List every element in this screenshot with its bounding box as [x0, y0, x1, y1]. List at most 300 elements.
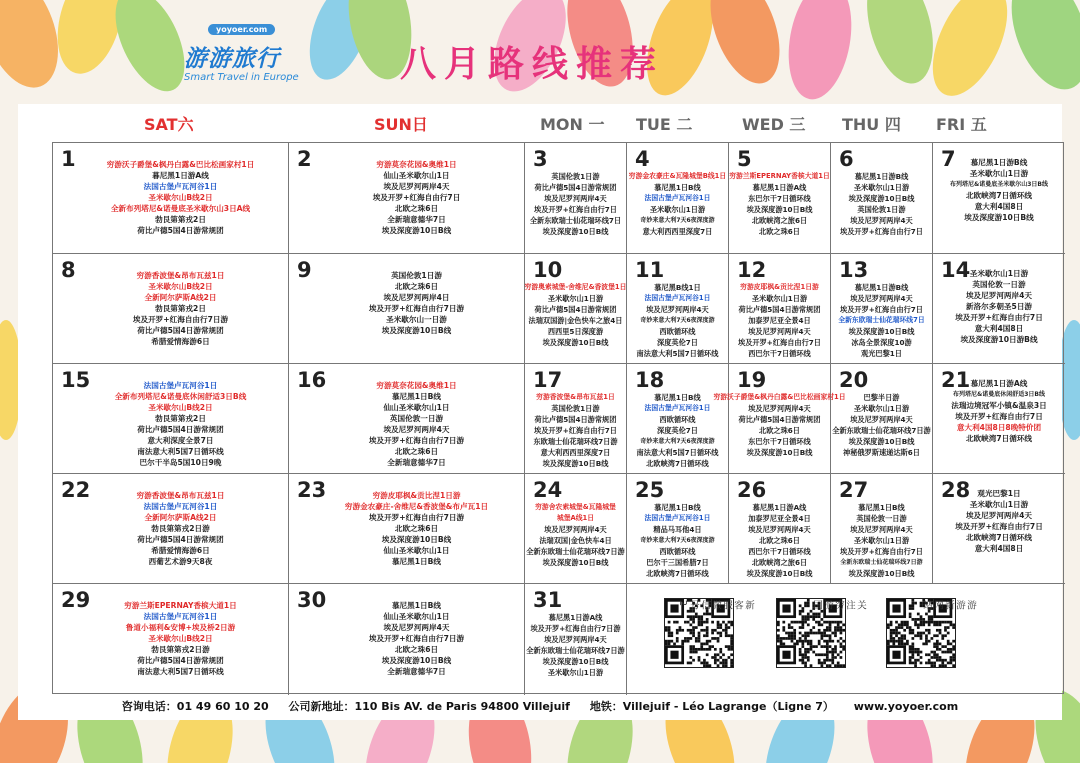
route-item[interactable]: 巴尔干半岛5国10日9晚: [139, 458, 222, 467]
route-item[interactable]: 意大利深度全景7日: [147, 436, 214, 445]
route-item[interactable]: 埃及深度游10日B线: [746, 205, 813, 214]
day-number: 19: [737, 368, 767, 392]
day-number: 20: [839, 368, 869, 392]
route-list: [933, 268, 1065, 345]
footer-metro: 地铁：Villejuif - Léo Lagrange（Ligne 7）: [589, 700, 834, 713]
route-item[interactable]: 埃及开罗+红海自由行7日: [840, 547, 923, 556]
route-item[interactable]: 圣米歇尔山B线2日: [148, 193, 213, 202]
weekday-label: THU 四: [842, 115, 901, 134]
route-item[interactable]: 北欧之珠6日: [394, 204, 439, 213]
day-cell[interactable]: [525, 364, 627, 474]
route-item[interactable]: 慕尼黑1日B线: [654, 183, 701, 192]
route-item[interactable]: 北欧之珠6日: [759, 227, 800, 236]
day-number: 9: [297, 258, 312, 282]
route-item[interactable]: 圣米歇尔山一日游: [386, 315, 447, 324]
qr-caption: 游游新网站: [921, 600, 976, 610]
route-item[interactable]: 埃及深度游10日B线: [848, 327, 915, 336]
page-title: 八月路线推荐: [400, 43, 665, 85]
route-item[interactable]: 埃及深度游10日B线: [542, 459, 609, 468]
day-number: 15: [61, 368, 91, 392]
day-number: 17: [533, 368, 563, 392]
route-item[interactable]: 埃及尼罗河两岸4天: [850, 294, 913, 303]
route-item[interactable]: 穷游金农豪庄-舍维尼&香波堡&布卢瓦1日: [344, 502, 489, 511]
route-item[interactable]: 埃及深度游10日B线: [746, 448, 813, 457]
route-item[interactable]: 仙山圣米歇尔山1日: [383, 612, 450, 621]
day-number: 8: [61, 258, 76, 282]
day-cell[interactable]: [289, 584, 525, 695]
day-number: 11: [635, 258, 665, 282]
route-item[interactable]: 西欧循环线: [659, 547, 696, 556]
route-item[interactable]: 全新阿尔萨斯A线2日: [144, 293, 217, 302]
route-item[interactable]: 北欧之珠6日: [394, 447, 439, 456]
route-item[interactable]: 南法意大利5国7日循环线: [636, 349, 719, 358]
route-item[interactable]: 穷游兰斯EPERNAY香槟大道1日: [124, 601, 237, 610]
day-number: 10: [533, 258, 563, 282]
route-list: [309, 270, 524, 336]
route-item[interactable]: 圣米歇尔山1日游: [547, 668, 604, 677]
route-item[interactable]: 埃及开罗+红海自由行7日: [840, 227, 923, 236]
route-item[interactable]: 法瑞边境冠军小镇&温泉3日: [951, 401, 1047, 410]
route-item[interactable]: 北欧峡湾7日循环线: [646, 569, 709, 578]
route-item[interactable]: 法国古堡卢瓦河谷1日: [143, 381, 218, 390]
route-item[interactable]: 勃艮第第戎2日游: [151, 524, 210, 533]
day-cell[interactable]: [729, 254, 831, 364]
route-list: [309, 380, 524, 468]
route-item[interactable]: 加泰罗尼亚全景4日: [748, 316, 811, 325]
day-cell[interactable]: [713, 364, 846, 474]
route-item[interactable]: 观光巴黎1日: [977, 489, 1021, 498]
route-item[interactable]: 南法意大利5国7日循环线: [636, 448, 719, 457]
route-item[interactable]: 埃及深度游10日B线: [542, 338, 609, 347]
route-item[interactable]: 穷游皮耶枫&贡比涅1日游: [740, 283, 819, 291]
route-item[interactable]: 埃及尼罗河两岸4天: [383, 425, 450, 434]
day-cell[interactable]: [627, 364, 729, 474]
route-item[interactable]: 希腊爱情海游6日: [151, 337, 210, 346]
route-item[interactable]: 埃及开罗+红海自由行7日游: [132, 315, 229, 324]
route-item[interactable]: 埃及深度游10日B线: [381, 226, 452, 235]
route-item[interactable]: 西巴尔干7日循环线: [748, 547, 811, 556]
weekday-header: [52, 112, 1064, 138]
route-item[interactable]: 慕尼黑B线1日: [654, 283, 701, 292]
route-item[interactable]: 埃及深度游10日B线: [542, 227, 609, 236]
route-item[interactable]: 埃及开罗+红海自由行7日: [534, 205, 617, 214]
route-item[interactable]: 奇妙来意大利7天6夜深度游: [640, 317, 715, 324]
route-item[interactable]: 全新布列塔尼&诺曼底休闲舒适3日B线: [114, 392, 247, 401]
route-item[interactable]: 埃及尼罗河两岸4天: [544, 194, 607, 203]
route-item[interactable]: 英国伦敦1日游: [551, 404, 600, 413]
day-cell[interactable]: [933, 474, 1065, 584]
route-item[interactable]: 穷游金农豪庄&瓦隆城堡B线1日: [628, 172, 727, 180]
day-number: 5: [737, 147, 752, 171]
route-item[interactable]: 法国古堡卢瓦河谷1日: [644, 294, 711, 302]
route-item[interactable]: 西西里5日深度游: [547, 327, 604, 336]
route-list: [73, 490, 288, 567]
route-item[interactable]: 法国古堡卢瓦河谷1日: [143, 182, 218, 191]
day-number: 18: [635, 368, 665, 392]
route-item[interactable]: 法国古堡卢瓦河谷1日: [644, 404, 711, 412]
route-item[interactable]: 巴黎半日游: [863, 393, 900, 402]
route-item[interactable]: 穷游沃子爵堡&枫丹白露&巴比松画家村1日: [106, 160, 255, 169]
route-item[interactable]: 新洛尔多朝圣5日游: [965, 302, 1033, 311]
route-item[interactable]: 穷游香波堡&昂布瓦兹1日: [536, 393, 615, 401]
route-list: [525, 282, 626, 348]
route-item[interactable]: 埃及尼罗河两岸4天: [850, 415, 913, 424]
route-list: [627, 392, 728, 469]
route-item[interactable]: 埃及开罗+红海自由行7日: [372, 193, 461, 202]
route-item[interactable]: 埃及深度游10日B线: [848, 569, 915, 578]
route-item[interactable]: 奇妙来意大利7天6夜深度游: [640, 217, 715, 224]
route-item[interactable]: 埃及开罗+红海自由行7日: [955, 522, 1043, 531]
route-item[interactable]: 全新东欧瑞士仙花瑞环线7日游: [840, 559, 923, 566]
route-item[interactable]: 神秘俄罗斯速递达斯6日: [843, 448, 920, 457]
qr-caption: 关注穷游国: [811, 600, 866, 610]
route-item[interactable]: 圣米歇尔山1日游: [969, 500, 1029, 509]
route-item[interactable]: 埃及开罗+红海自由行7日: [738, 338, 821, 347]
route-item[interactable]: 南法意大利5国7日循环线: [137, 447, 224, 456]
route-item[interactable]: 英国伦敦一日游: [389, 414, 444, 423]
route-item[interactable]: 北欧峡湾之旅6日: [751, 558, 808, 567]
route-item[interactable]: 仙山圣米歇尔山1日: [383, 171, 450, 180]
route-item[interactable]: 荷比卢德5国4日游常规团: [137, 535, 224, 544]
route-item[interactable]: 勃艮第第戎2日: [155, 304, 206, 313]
footer-website[interactable]: www.yoyoer.com: [853, 700, 959, 713]
day-cell[interactable]: [729, 143, 831, 254]
route-item[interactable]: 北欧之珠6日: [394, 645, 439, 654]
route-item[interactable]: 全新阿尔萨斯A线2日: [144, 513, 217, 522]
route-item[interactable]: 慕尼黑1日B线: [654, 503, 701, 512]
route-item[interactable]: 埃及开罗+红海自由行7日游: [368, 513, 465, 522]
day-number: 23: [297, 478, 327, 502]
footer-contact: [0, 698, 1080, 714]
day-cell[interactable]: [53, 143, 289, 254]
route-item[interactable]: 意大利4国8日: [974, 544, 1024, 553]
day-cell[interactable]: [627, 254, 729, 364]
route-item[interactable]: 鲁道小福利&安博+埃及桥2日游: [125, 623, 236, 632]
route-item[interactable]: 布列塔尼&诺曼底休闲舒适3日B线: [953, 391, 1045, 398]
route-item[interactable]: 意大利4国8日8晚特价团: [956, 423, 1042, 432]
route-list: [73, 380, 288, 468]
route-item[interactable]: 荷比卢德5国4日游常规团: [137, 226, 224, 235]
route-item[interactable]: 全新瑞意德华7日: [387, 667, 446, 676]
route-item[interactable]: 精品马耳他4日: [653, 525, 702, 534]
route-item[interactable]: 圣米歇尔山1日游: [969, 169, 1029, 178]
route-item[interactable]: 穷游香波堡&昂布瓦兹1日: [136, 491, 225, 500]
route-item[interactable]: 慕尼黑1日游A线: [548, 613, 603, 622]
day-cell[interactable]: [831, 474, 933, 584]
day-number: 24: [533, 478, 563, 502]
route-item[interactable]: 圣米歇尔山1日游: [853, 536, 910, 545]
route-item[interactable]: 埃及开罗+红海自由行7日游: [530, 624, 621, 633]
route-list: [525, 392, 626, 469]
brand-logo: [178, 24, 308, 90]
route-item[interactable]: 慕尼黑1日B线: [391, 392, 442, 401]
route-item[interactable]: 布列塔尼&诺曼底圣米歇尔山3日B线: [950, 181, 1048, 188]
day-number: 7: [941, 147, 956, 171]
route-item[interactable]: 圣米歇尔山B线2日: [148, 634, 213, 643]
route-item[interactable]: 全新布列塔尼&诺曼底圣米歇尔山3日A线: [110, 204, 251, 213]
route-item[interactable]: 荷比卢德5国4日游常规团: [137, 656, 224, 665]
footer-address: 公司新地址：110 Bis AV. de Paris 94800 Villejuif: [288, 700, 570, 713]
route-item[interactable]: 埃及开罗+红海自由行7日: [955, 412, 1043, 421]
route-item[interactable]: 圣米歇尔山1日游: [547, 294, 604, 303]
day-number: 14: [941, 258, 971, 282]
route-item[interactable]: 慕尼黑1日B线: [391, 601, 442, 610]
weekday-label: SAT六: [144, 115, 194, 134]
route-item[interactable]: 埃及深度游10日B线: [746, 569, 813, 578]
day-cell[interactable]: [53, 474, 289, 584]
day-cell[interactable]: [53, 584, 289, 695]
route-item[interactable]: 慕尼黑1日B线: [654, 393, 701, 402]
route-item[interactable]: 荷比卢德5国4日游常规团: [137, 326, 224, 335]
day-cell[interactable]: [525, 254, 627, 364]
route-item[interactable]: 圣米歇尔山1日游: [969, 269, 1029, 278]
logo-tagline: Smart Travel in Europe: [184, 72, 299, 83]
route-item[interactable]: 暮尼黑1日游A线: [152, 171, 209, 180]
route-item[interactable]: 埃及尼罗河两岸4天: [748, 404, 811, 413]
route-list: [525, 502, 626, 568]
day-number: 29: [61, 588, 91, 612]
route-item[interactable]: 南法意大利5国7日循环线: [137, 667, 224, 676]
route-item[interactable]: 荷比卢德5国4日游常规团: [137, 425, 224, 434]
day-number: 2: [297, 147, 312, 171]
route-item[interactable]: 全新瑞意德华7日: [387, 458, 446, 467]
day-cell[interactable]: [289, 474, 525, 584]
route-item[interactable]: 慕尼黑1日游A线: [752, 503, 807, 512]
route-item[interactable]: 埃及尼罗河两岸4天: [748, 327, 811, 336]
day-cell[interactable]: [933, 254, 1065, 364]
route-item[interactable]: 埃及尼罗河两岸4日: [383, 293, 450, 302]
day-number: 1: [61, 147, 76, 171]
route-item[interactable]: 仙山圣米歇尔山1日: [383, 403, 450, 412]
route-item[interactable]: 埃及深度游10日B线: [848, 437, 915, 446]
route-item[interactable]: 圣米歇尔山1日游: [649, 205, 706, 214]
route-item[interactable]: 英国伦敦一日游: [972, 280, 1026, 289]
route-item[interactable]: 埃及开罗+红海自由行7日: [534, 426, 617, 435]
route-item[interactable]: 北欧峡湾7日循环线: [965, 434, 1033, 443]
route-item[interactable]: 北欧峡湾之旅6日: [751, 216, 808, 225]
route-item[interactable]: 西巴尔干7日循环线: [748, 349, 811, 358]
route-item[interactable]: 圣米歇尔山1日游: [853, 183, 910, 192]
route-item[interactable]: 埃及开罗+红海自由行7日游: [368, 436, 465, 445]
route-item[interactable]: 穷游舍农索城堡&瓦隆城堡: [535, 503, 616, 511]
day-cell[interactable]: [831, 143, 933, 254]
route-list: [73, 270, 288, 347]
route-item[interactable]: 埃及深度游10日B线: [542, 657, 609, 666]
route-item[interactable]: 圣米歇尔山1日游: [751, 294, 808, 303]
route-item[interactable]: 荷比卢德5国4日游常规团: [534, 305, 617, 314]
route-item[interactable]: 法瑞双国|金色快车4日: [539, 536, 612, 545]
route-item[interactable]: 慕尼黑1日游A线: [752, 183, 807, 192]
route-item[interactable]: 穷游皮耶枫&贡比涅1日游: [372, 491, 461, 500]
route-item[interactable]: 西葡艺术游9天8夜: [148, 557, 213, 566]
route-item[interactable]: 英国伦敦1日游: [857, 205, 906, 214]
route-item[interactable]: 意大利西西里深度7日: [540, 448, 611, 457]
route-item[interactable]: 北欧峡湾7日循环线: [965, 533, 1033, 542]
route-item[interactable]: 西欧循环线: [659, 327, 696, 336]
route-item[interactable]: 荷比卢德5国4日游常规团: [534, 415, 617, 424]
route-item[interactable]: 埃及尼罗河两岸4天: [965, 511, 1033, 520]
day-number: 4: [635, 147, 650, 171]
route-item[interactable]: 北欧之珠6日: [759, 536, 800, 545]
day-number: 3: [533, 147, 548, 171]
route-item[interactable]: 荷比卢德5国4日游常规团: [738, 415, 821, 424]
weekday-label: SUN日: [374, 115, 428, 134]
route-item[interactable]: 穷游沃子爵堡&枫丹白露&巴比松画家村1日: [713, 393, 846, 401]
route-item[interactable]: 北欧之珠6日: [394, 282, 439, 291]
day-cell[interactable]: [525, 584, 627, 695]
route-item[interactable]: 全新东欧瑞士仙花瑞环线7日: [838, 316, 925, 324]
route-list: [713, 392, 846, 458]
route-item[interactable]: 勃艮第第戎2日游: [151, 645, 210, 654]
route-item[interactable]: 希腊爱情海游6日: [151, 546, 210, 555]
route-item[interactable]: 慕尼黑1日B线: [858, 503, 905, 512]
route-item[interactable]: 奇妙来意大利7天6夜深度游: [640, 438, 715, 445]
route-item[interactable]: 深度英伦7日: [657, 426, 698, 435]
route-item[interactable]: 北欧峡湾7日循环线: [965, 191, 1033, 200]
route-item[interactable]: 埃及尼罗河两岸4天: [646, 305, 709, 314]
route-item[interactable]: 法国古堡卢瓦河谷1日: [644, 514, 711, 522]
route-item[interactable]: 观光巴黎1日: [861, 349, 902, 358]
day-cell[interactable]: [627, 474, 729, 584]
route-item[interactable]: 埃及尼罗河两岸4天: [383, 623, 450, 632]
route-item[interactable]: 仙山圣米歇尔山1日: [383, 546, 450, 555]
route-item[interactable]: 东欧瑞士仙花瑞环线7日游: [533, 437, 618, 446]
route-item[interactable]: 慕尼黑1日游B线: [854, 283, 909, 292]
route-item[interactable]: 圣米歇尔山B线2日: [148, 403, 213, 412]
route-item[interactable]: 奇妙来意大利7天6夜深度游: [640, 537, 715, 544]
day-cell[interactable]: [831, 364, 933, 474]
route-item[interactable]: 慕尼黑1日游B线: [854, 172, 909, 181]
day-cell[interactable]: [525, 143, 627, 254]
day-cell[interactable]: [53, 254, 289, 364]
day-cell[interactable]: [831, 254, 933, 364]
route-item[interactable]: 埃及尼罗河两岸4天: [748, 525, 811, 534]
route-item[interactable]: 埃及开罗+红海自由行7日游: [368, 634, 465, 643]
route-list: [933, 488, 1065, 554]
route-item[interactable]: 英国伦敦1日游: [551, 172, 600, 181]
route-item[interactable]: 慕尼黑1日B线: [391, 557, 442, 566]
logo-url: yoyoer.com: [208, 24, 275, 35]
route-item[interactable]: 深度英伦7日: [657, 338, 698, 347]
route-item[interactable]: 西欧循环线: [659, 415, 696, 424]
route-list: [831, 282, 932, 359]
route-item[interactable]: 埃及尼罗河两岸4天: [383, 182, 450, 191]
day-number: 13: [839, 258, 869, 282]
route-item[interactable]: 巴尔干三国希腊7日: [646, 558, 709, 567]
weekday-label: MON 一: [540, 115, 605, 134]
route-item[interactable]: 全新瑞意德华7日: [387, 215, 446, 224]
day-cell[interactable]: [289, 254, 525, 364]
route-item[interactable]: 穷游兰斯EPERNAY香槟大道1日: [729, 172, 830, 180]
route-item[interactable]: 全新东欧瑞士仙花瑞环线7日游: [832, 426, 931, 435]
route-item[interactable]: 埃及深度游10日B线: [381, 326, 452, 335]
route-item[interactable]: 埃及深度游10日B线: [964, 213, 1034, 222]
route-item[interactable]: 埃及尼罗河两岸4天: [850, 525, 913, 534]
route-item[interactable]: 东巴尔干7日循环线: [748, 194, 811, 203]
route-item[interactable]: 意大利4国8日: [974, 202, 1024, 211]
route-item[interactable]: 法国古堡卢瓦河谷1日: [644, 194, 711, 202]
day-cell[interactable]: [289, 143, 525, 254]
route-item[interactable]: 法国古堡卢瓦河谷1日: [143, 502, 218, 511]
route-list: [309, 159, 524, 236]
route-item[interactable]: 加泰罗尼亚全景4日: [748, 514, 811, 523]
route-item[interactable]: 北欧峡湾7日循环线: [646, 459, 709, 468]
route-item[interactable]: 荷比卢德5国4日游常规团: [738, 305, 821, 314]
day-cell[interactable]: [933, 143, 1065, 254]
weekday-label: WED 三: [742, 115, 806, 134]
route-list: [73, 159, 288, 236]
route-item[interactable]: 全新东欧瑞士仙花瑞环线7日游: [526, 547, 625, 556]
day-cell[interactable]: [289, 364, 525, 474]
route-item[interactable]: 埃及深度游10日B线: [381, 535, 452, 544]
route-list: [729, 502, 830, 579]
route-list: [627, 502, 728, 579]
route-item[interactable]: 全新东欧瑞士仙花瑞环线7日: [529, 216, 622, 225]
route-item[interactable]: 冰岛全景深度10游: [851, 338, 912, 347]
route-item[interactable]: 勃艮第第戎2日: [155, 215, 206, 224]
route-item[interactable]: 英国伦敦1日游: [391, 271, 442, 280]
route-item[interactable]: 圣米歇尔山1日游: [853, 404, 910, 413]
route-item[interactable]: 穷游莫奈花园&奥维1日: [376, 381, 457, 390]
route-item[interactable]: 埃及尼罗河两岸4天: [544, 635, 607, 644]
route-list: [933, 157, 1065, 223]
route-item[interactable]: 英国伦敦一日游: [856, 514, 907, 523]
route-item[interactable]: 法瑞双国游|金色快车之旅4日: [528, 316, 623, 325]
route-item[interactable]: 埃及开罗+红海自由行7日: [955, 313, 1043, 322]
route-item[interactable]: 东巴尔干7日循环线: [748, 437, 811, 446]
route-item[interactable]: 埃及开罗+红海自由行7日: [840, 305, 923, 314]
route-list: [831, 502, 932, 579]
route-item[interactable]: 北欧之珠6日: [759, 426, 800, 435]
day-cell[interactable]: [627, 143, 729, 254]
route-item[interactable]: 荷比卢德5国4日游常规团: [534, 183, 617, 192]
route-item[interactable]: 北欧之珠6日: [394, 524, 439, 533]
route-list: [729, 282, 830, 359]
route-item[interactable]: 穷游莫奈花园&奥维1日: [376, 160, 457, 169]
route-item[interactable]: 慕尼黑1日游B线: [970, 158, 1028, 167]
route-item[interactable]: 圣米歇尔山B线2日: [148, 282, 213, 291]
route-item[interactable]: 慕尼黑1日游A线: [970, 379, 1028, 388]
day-number: 6: [839, 147, 854, 171]
route-item[interactable]: 穷游奥索城堡-舍维尼&香波堡1日: [524, 283, 627, 291]
route-item[interactable]: 埃及尼罗河两岸4天: [965, 291, 1033, 300]
logo-name: 游游旅行: [184, 46, 280, 72]
route-item[interactable]: 埃及开罗+红海自由行7日游: [368, 304, 465, 313]
qr-caption: 新客服微信号2: [677, 600, 754, 610]
route-item[interactable]: 勃艮第第戎2日: [155, 414, 206, 423]
route-item[interactable]: 法国古堡卢瓦河谷1日: [143, 612, 218, 621]
route-item[interactable]: 埃及深度游10日游B线: [960, 335, 1038, 344]
day-cell[interactable]: [729, 474, 831, 584]
route-item[interactable]: 埃及尼罗河两岸4天: [544, 525, 607, 534]
route-item[interactable]: 意大利4国8日: [974, 324, 1024, 333]
day-number: 21: [941, 368, 971, 392]
route-item[interactable]: 穷游香波堡&昂布瓦兹1日: [136, 271, 225, 280]
day-cell[interactable]: [933, 364, 1065, 474]
route-item[interactable]: 埃及深度游10日B线: [542, 558, 609, 567]
weekday-label: TUE 二: [636, 115, 693, 134]
route-item[interactable]: 埃及深度游10日B线: [381, 656, 452, 665]
day-cell[interactable]: [53, 364, 289, 474]
route-item[interactable]: 意大利西西里深度7日: [642, 227, 713, 236]
route-item[interactable]: 城堡A线1日: [556, 514, 595, 522]
route-item[interactable]: 埃及深度游10日B线: [848, 194, 915, 203]
route-item[interactable]: 埃及尼罗河两岸4天: [850, 216, 913, 225]
day-cell[interactable]: [525, 474, 627, 584]
route-list: [831, 171, 932, 237]
day-number: 16: [297, 368, 327, 392]
route-item[interactable]: 全新东欧瑞士仙花瑞环线7日游: [526, 646, 625, 655]
